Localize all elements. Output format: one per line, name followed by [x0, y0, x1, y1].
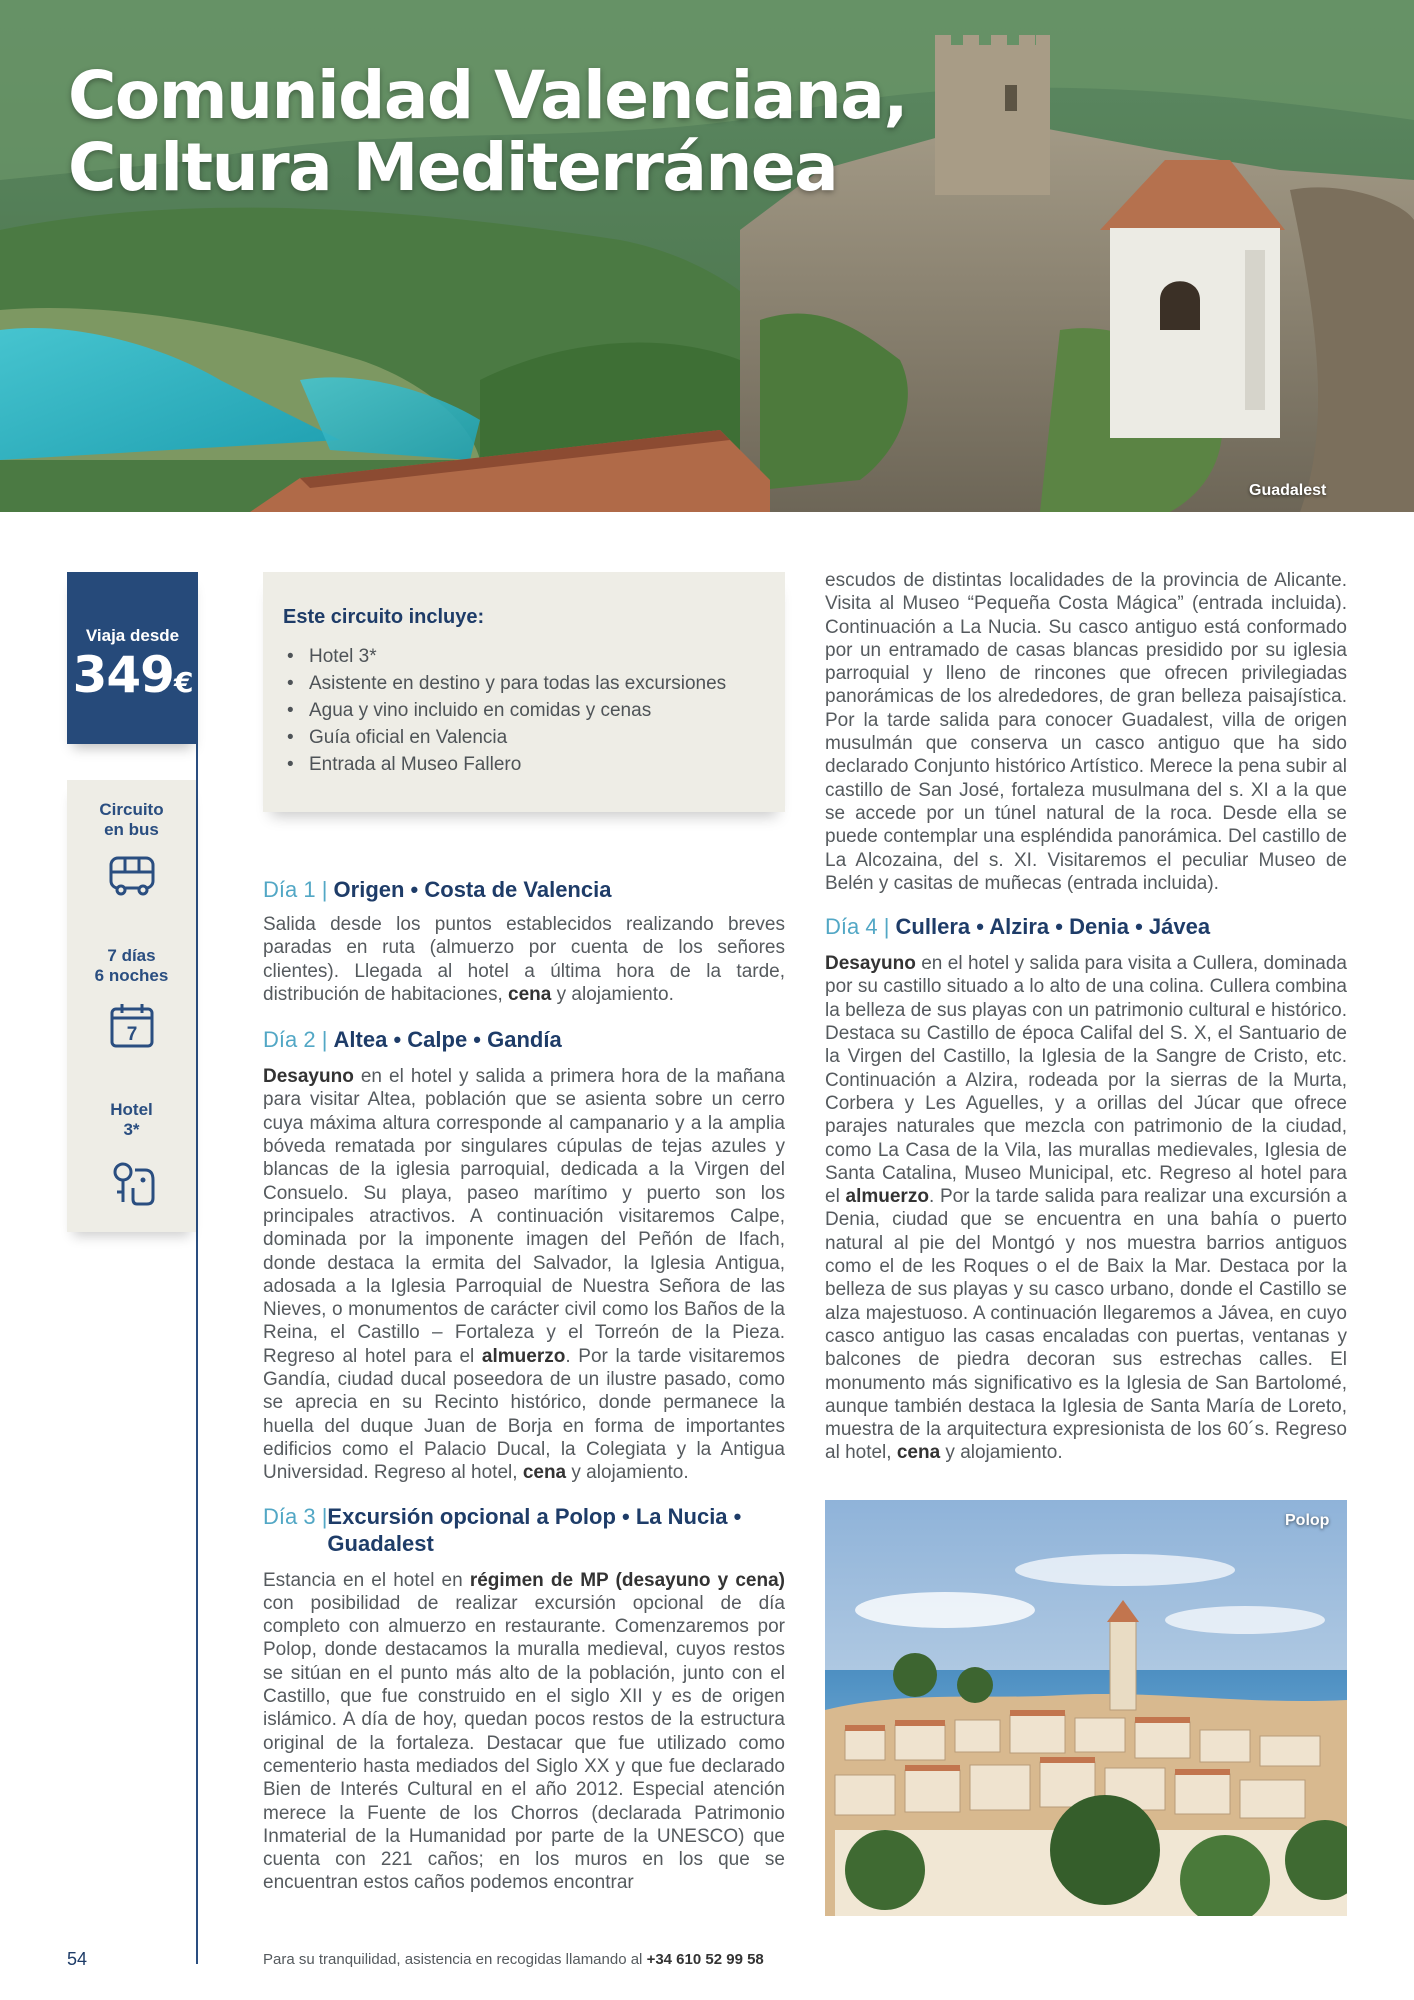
day-2-description: Desayuno en el hotel y salida a primera hora de la mañana para visitar Altea, población que se asienta sobre un cerro cuya máxima altura corresponde al campanario y a la amplia bóveda rematada por singulares cúpulas de tejas azules y blancas de la iglesia parroquial, dedicada a la Virgen del Consuelo. Su playa, paseo marítimo y puerto son los principales atractivos. A continuación visitaremos Calpe, dominada por la imponente imagen del Peñón de Ifach, donde destaca la ermita del Salvador, la Iglesia Antigua, adosada a la Iglesia Parroquial de Nuestra Señora de las Nieves, o monumentos de carácter civil como los Baños de la Reina, el Castillo – Fortaleza y el Torreón de la Pieza. Regreso al hotel para el almuerzo. Por la tarde visitaremos Gandía, ciudad ducal poseedora de un ilustre pasado, como se aprecia en su Recinto histórico, donde permanece la huella del duque Juan de Borja en forma de importantes edificios como el Palacio Ducal, la Colegiata y la Antigua Universidad. Regreso al hotel, cena y alojamiento.: [263, 1066, 785, 1484]
price-amount: 349: [72, 646, 174, 704]
trip-features-panel: [67, 780, 196, 1232]
calendar-icon: [107, 1000, 157, 1050]
includes-title: Este circuito incluye:: [283, 606, 485, 628]
day-number: Día 1: [263, 877, 316, 902]
hotel-key-icon: [107, 1158, 157, 1208]
polop-photo-caption: Polop: [1285, 1512, 1330, 1529]
price-value: [67, 648, 198, 710]
includes-list: [283, 643, 785, 778]
list-item: • Agua y vino incluido en comidas y cenas: [283, 697, 785, 724]
day-number: Día 2: [263, 1027, 316, 1053]
day-3-heading: Día 3 | Excursión opcional a Polop • La Nucia • Guadalest: [263, 1503, 742, 1556]
bus-icon: [107, 850, 157, 900]
page-number: 54: [67, 1949, 88, 1969]
day-1-description: Salida desde los puntos establecidos realizando breves paradas en ruta (almuerzo por cuenta de los señores clientes). Llegada al hotel a última hora de la tarde, distribución de habitaciones, cena y alojamiento.: [263, 914, 785, 1005]
list-item: • Asistente en destino y para todas las excursiones: [283, 670, 785, 697]
title-line-1: Comunidad Valenciana,: [68, 57, 907, 134]
title-line-2: Cultura Mediterránea: [68, 129, 838, 206]
sidebar-divider: [196, 572, 198, 1964]
day-4-description: Desayuno en el hotel y salida para visita a Cullera, dominada por su castillo situado a lo alto de una colina. Cullera combina la belleza de sus playas con un patrimonio cultural e histórico. Destaca su Castillo de época Califal del S. X, el Santuario de la Virgen del Castillo, la Iglesia de la Sangre de Cristo, etc. Continuación a Alzira, rodeada por la sierras de la Murta, Corbera y Les Aguelles, y a orillas del Júcar que ofrece parajes naturales que mezcla con patrimonio de la ciudad, como La Casa de la Vila, las murallas medievales, Iglesia de Santa Catalina, Museo Municipal, etc. Regreso al hotel para el almuerzo. Por la tarde salida para realizar una excursión a Denia, ciudad que se encuentra en una bahía o puerto natural al pie del Montgó y nos muestra barrios antiguos como el de les Roques o el de Baix la Mar. Destaca por la belleza de sus playas y su casco urbano, donde el Castillo se alza majestuoso. A continuación llegaremos a Jávea, en cuyo casco antiguo las casas encaladas con puertas, ventanas y balcones de piedra decoran sus estrechas calles. El monumento más significativo es la Iglesia de San Bartolomé, aunque también destaca la Iglesia de Santa María de Loreto, muestra de la arquitectura expresionista de los 60´s. Regreso al hotel, cena y alojamiento.: [825, 953, 1347, 1464]
footer-note: Para su tranquilidad, asistencia en recogidas llamando al +34 610 52 99 58: [263, 1951, 764, 1968]
day-title: Altea • Calpe • Gandía: [333, 1027, 562, 1053]
feature-hotel-label: Hotel 3*: [110, 1100, 153, 1139]
day-4-heading: Día 4 | Cullera • Alzira • Denia • Jávea: [825, 914, 1211, 940]
list-item: • Entrada al Museo Fallero: [283, 751, 785, 778]
day-title: Origen • Costa de Valencia: [333, 877, 612, 902]
price-badge: [67, 572, 198, 744]
page-title: [68, 57, 968, 206]
day-title: Excursión opcional a Polop • La Nucia • Guadalest: [327, 1503, 742, 1556]
list-item: • Hotel 3*: [283, 643, 785, 670]
calendar-icon-number: 7: [126, 1024, 138, 1045]
day-3-description: Estancia en el hotel en régimen de MP (desayuno y cena) con posibilidad de realizar excursión opcional de día completo con almuerzo en restaurante. Comenzaremos por Polop, donde destacamos la muralla medieval, cuyos restos se sitúan en el punto más alto de la población, junto con el Castillo, que fue construido en el siglo XII y es de origen islámico. A día de hoy, quedan pocos restos de la estructura original de la fortaleza. Destacar que fue utilizado como cementerio hasta mediados del Siglo XX y que fue declarado Bien de Interés Cultural en el año 2012. Especial atención merece la Fuente de los Chorros (declarada Patrimonio Inmaterial de la Humanidad por parte de la UNESCO) que cuenta con 221 caños; en los muros en los que se encuentran estos caños podemos encontrar: [263, 1569, 786, 1894]
price-currency: €: [173, 666, 193, 699]
feature-transport-label: Circuito en bus: [99, 800, 164, 839]
assistance-phone: +34 610 52 99 58: [646, 1951, 764, 1968]
list-item: • Guía oficial en Valencia: [283, 724, 785, 751]
day-number: Día 4: [825, 914, 878, 940]
hero-photo: [0, 0, 1414, 512]
day-2-heading: Día 2 | Altea • Calpe • Gandía: [263, 1027, 562, 1053]
itinerary-column-left: [263, 876, 785, 1895]
feature-duration-label: 7 días 6 noches: [94, 946, 169, 985]
day-1-heading: Día 1 | Origen • Costa de Valencia: [263, 877, 612, 902]
polop-photo: [825, 1500, 1347, 1916]
day-title: Cullera • Alzira • Denia • Jávea: [895, 914, 1211, 940]
price-label: Viaja desde: [85, 626, 180, 645]
itinerary-column-right: [825, 569, 1347, 1465]
polop-town-illustration: [825, 1500, 1347, 1916]
hero-photo-caption: Guadalest: [1249, 482, 1327, 499]
includes-box: [263, 572, 785, 812]
day-3-description-continued: escudos de distintas localidades de la provincia de Alicante. Visita al Museo “Pequeña Costa Mágica” (entrada incluida). Continuación a La Nucia. Su casco antiguo está conformado por un entramado de casas blancas presidido por su iglesia parroquial y lleno de rincones que ofrecen privilegiadas panorámicas de los alrededores, de gran belleza paisajística. Por la tarde salida para conocer Guadalest, villa de origen musulmán que conserva un casco antiguo que ha sido declarado Conjunto histórico Artístico. Merece la pena subir al castillo de San José, fortaleza musulmana del s. XI a la que se accede por un túnel natural de la roca. Desde ella se puede contemplar una espléndida panorámica. Del castillo de La Alcozaina, del s. XI. Visitaremos el peculiar Museo de Belén y casitas de muñecas (entrada incluida).: [825, 570, 1347, 894]
day-number: Día 3: [263, 1503, 316, 1529]
